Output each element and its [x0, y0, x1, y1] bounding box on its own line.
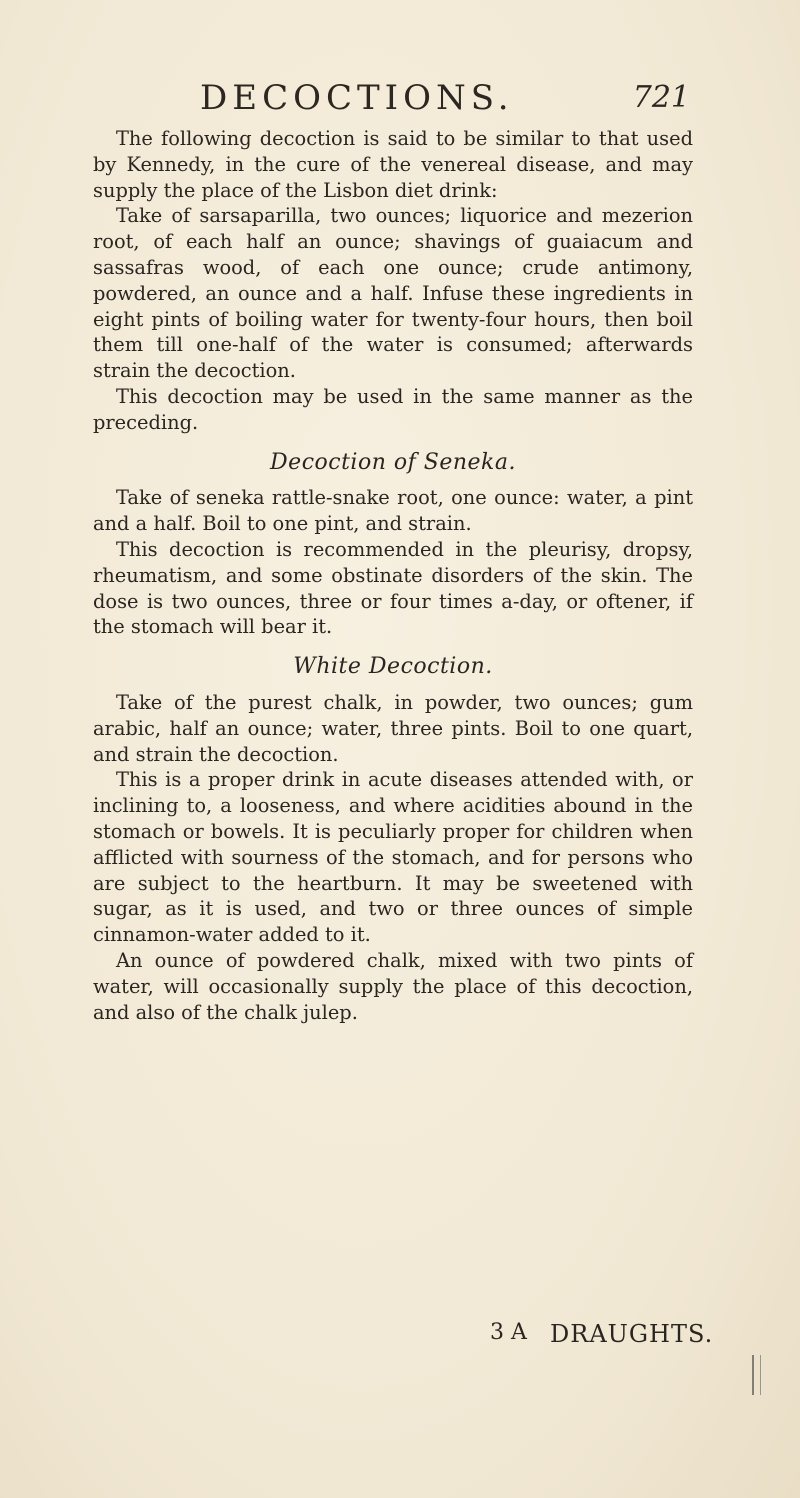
paragraph: This decoction is recommended in the pleurisy, dropsy, rheumatism, and some obstinate disorders of the skin. The dose is two ounces, three or four times a-day, or oftener, if the stomach will bear it. — [93, 537, 693, 639]
catchword: DRAUGHTS. — [550, 1320, 714, 1348]
paragraph: An ounce of powdered chalk, mixed with two pints of water, will occasionally supply the place of this decoction, and also of the chalk julep. — [93, 948, 693, 1024]
section-heading: White Decoction. — [293, 654, 493, 680]
page-edge-mark — [752, 1355, 761, 1395]
body-text — [93, 126, 693, 1025]
running-title: DECOCTIONS. — [200, 78, 514, 118]
paragraph: Take of sarsaparilla, two ounces; liquorice and mezerion root, of each half an ounce; shavings of guaiacum and sassafras wood, of each one ounce; crude antimony, powdered, an ounce and a half. Infuse these ingredients in eight pints of boiling water for twenty-four hours, then boil them till one-half of the water is consumed; afterwards strain the decoction. — [93, 204, 693, 383]
page-footer — [490, 1320, 720, 1354]
paragraph: This is a proper drink in acute diseases attended with, or inclining to, a looseness, and where acidities abound in the stomach or bowels. It is peculiarly proper for children when afflicted with sourness of the stomach, and for persons who are subject to the heartburn. It may be sweetened with sugar, as it is used, and two or three ounces of simple cinnamon-water added to it. — [93, 768, 693, 947]
section-heading: Decoction of Seneka. — [270, 449, 516, 475]
paragraph: The following decoction is said to be similar to that used by Kennedy, in the cure of the venereal disease, and may supply the place of the Lisbon diet drink: — [93, 127, 693, 202]
signature-mark: 3 A — [490, 1320, 527, 1345]
paragraph: Take of the purest chalk, in powder, two ounces; gum arabic, half an ounce; water, three pints. Boil to one quart, and strain the decoction. — [93, 690, 693, 766]
page-header — [170, 78, 690, 122]
paragraph: Take of seneka rattle-snake root, one ounce: water, a pint and a half. Boil to one pint, and strain. — [93, 486, 693, 536]
paragraph: This decoction may be used in the same manner as the preceding. — [93, 384, 693, 434]
page-number: 721 — [632, 80, 690, 115]
